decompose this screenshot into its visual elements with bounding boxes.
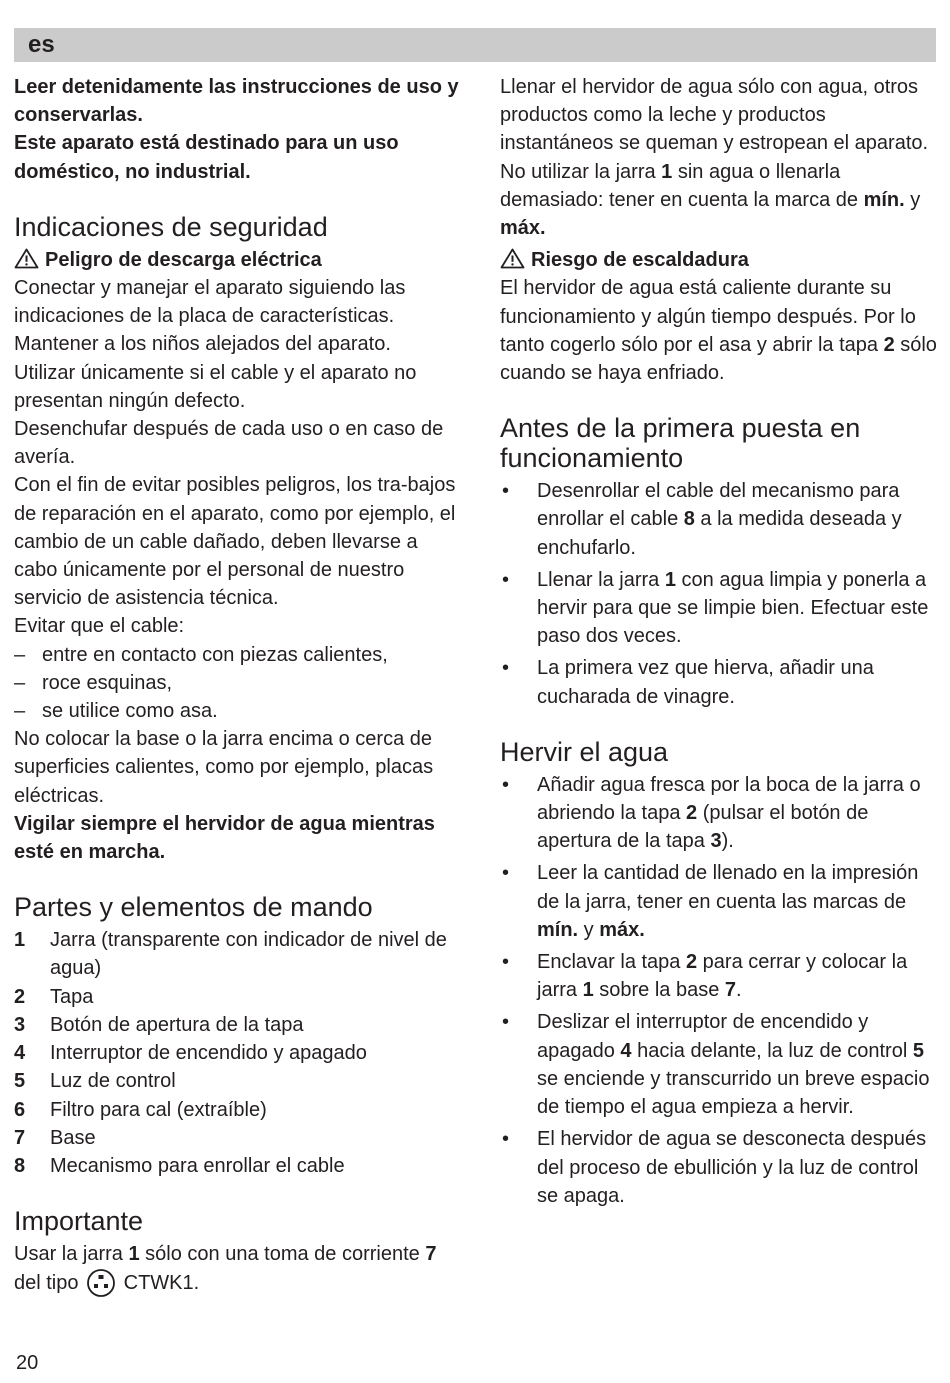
intro-read-instructions: Leer detenidamente las instrucciones de uso y conservarlas.: [14, 76, 459, 127]
dash-item: [14, 669, 459, 697]
safety-heading: Indicaciones de seguridad: [14, 211, 328, 242]
part-number: 3: [14, 1013, 26, 1036]
part-label: Base: [50, 1126, 96, 1149]
safety-text-6: Evitar que el cable:: [14, 615, 185, 638]
bullet-marker: •: [502, 657, 510, 680]
parts-list-item: [14, 1124, 459, 1152]
empty-jar-text: No utilizar la jarra 1 sin agua o llenarla demasiado: tener en cuenta la marca de mín. y máx.: [500, 160, 921, 240]
part-label: Mecanismo para enrollar el cable: [50, 1154, 345, 1177]
safety-text-3: Utilizar únicamente si el cable y el aparato no presentan ningún defecto.: [14, 361, 417, 412]
scald-warning-label: Riesgo de escaldadura: [531, 249, 749, 272]
safety-text-1: Conectar y manejar el aparato siguiendo las indicaciones de la placa de características.: [14, 277, 406, 328]
parts-list-item: [14, 926, 459, 982]
dash-item: [14, 697, 459, 725]
dash-marker: –: [14, 671, 26, 694]
bullet-marker: •: [502, 568, 510, 591]
boil-step: [500, 771, 940, 856]
shock-warning-label: Peligro de descarga eléctrica: [45, 248, 322, 271]
part-label: Luz de control: [50, 1070, 176, 1093]
parts-list-item: [14, 1067, 459, 1095]
safety-text-5: Con el fin de evitar posibles peligros, los tra-bajos de reparación en el aparato, como por ejemplo, el cambio de un cable dañado, deben llevarse a cabo únicamente por el personal de nuestro servicio de asistencia técnica.: [14, 474, 456, 610]
part-label: Jarra (transparente con indicador de nivel de agua): [50, 929, 447, 980]
part-label: Filtro para cal (extraíble): [50, 1098, 267, 1121]
safety-text-2: Mantener a los niños alejados del aparato.: [14, 333, 391, 356]
fill-water-text: Llenar el hervidor de agua sólo con agua, otros productos como la leche y productos instantáneos se queman y estropean el aparato.: [500, 76, 929, 155]
step-text: Leer la cantidad de llenado en la impresión de la jarra, tener en cuenta las marcas de mín. y máx.: [537, 862, 919, 941]
first-use-heading: Antes de la primera puesta en funcionamiento: [500, 413, 861, 474]
parts-list-item: [14, 983, 459, 1011]
step-text: Añadir agua fresca por la boca de la jarra o abriendo la tapa 2 (pulsar el botón de apertura de la tapa 3).: [537, 773, 921, 853]
parts-list-item: [14, 1039, 459, 1067]
boil-heading: Hervir el agua: [500, 736, 669, 767]
part-number: 1: [14, 929, 26, 952]
language-code: es: [28, 31, 55, 58]
step-text: Enclavar la tapa 2 para cerrar y colocar la jarra 1 sobre la base 7.: [537, 951, 908, 1002]
bullet-marker: •: [502, 1011, 510, 1034]
part-label: Interruptor de encendido y apagado: [50, 1042, 367, 1065]
base-note: No colocar la base o la jarra encima o cerca de superficies calientes, como por ejemplo, placas eléctricas.: [14, 728, 434, 807]
parts-list-item: [14, 1011, 459, 1039]
step-text: Llenar la jarra 1 con agua limpia y ponerla a hervir para que se limpie bien. Efectuar este paso dos veces.: [537, 568, 929, 648]
scald-warning: [500, 246, 940, 274]
boil-step: [500, 1125, 940, 1210]
part-number: 4: [14, 1042, 26, 1065]
part-label: Tapa: [50, 985, 94, 1008]
part-number: 7: [14, 1126, 26, 1149]
first-use-step: [500, 654, 940, 710]
part-label: Botón de apertura de la tapa: [50, 1013, 304, 1036]
supervise-note: Vigilar siempre el hervidor de agua mientras esté en marcha.: [14, 812, 435, 864]
shock-warning: [14, 246, 459, 274]
parts-list-item: [14, 1096, 459, 1124]
boil-step: [500, 1008, 940, 1121]
right-column: [500, 73, 940, 1214]
boil-step: [500, 948, 940, 1004]
dash-item-text: entre en contacto con piezas calientes,: [42, 643, 388, 666]
dash-item-text: se utilice como asa.: [42, 700, 218, 723]
dash-marker: –: [14, 643, 26, 666]
left-column: [14, 73, 459, 1298]
bullet-marker: •: [502, 1128, 510, 1151]
part-number: 2: [14, 985, 26, 1008]
scald-text: El hervidor de agua está caliente durante su funcionamiento y algún tiempo después. Por lo tanto cogerlo sólo por el asa y abrir la tapa 2 sólo cuando se haya enfriado.: [500, 277, 937, 385]
boil-step: [500, 859, 940, 944]
page-number: 20: [16, 1352, 39, 1374]
parts-heading: Partes y elementos de mando: [14, 892, 373, 923]
step-text: Desenrollar el cable del mecanismo para enrollar el cable 8 a la medida deseada y enchufarlo.: [537, 480, 902, 559]
dash-marker: –: [14, 700, 26, 723]
part-number: 8: [14, 1154, 26, 1177]
important-heading: Importante: [14, 1206, 144, 1237]
dash-item: [14, 641, 459, 669]
parts-list-item: [14, 1152, 459, 1180]
socket-type-icon: [86, 1268, 116, 1298]
dash-item-text: roce esquinas,: [42, 671, 173, 694]
warning-triangle-icon: [14, 248, 39, 269]
safety-text-4: Desenchufar después de cada uso o en caso de avería.: [14, 418, 444, 469]
intro-domestic-use: Este aparato está destinado para un uso doméstico, no industrial.: [14, 132, 399, 183]
warning-triangle-icon: [500, 248, 525, 269]
bullet-marker: •: [502, 773, 510, 796]
first-use-step: [500, 477, 940, 562]
step-text: El hervidor de agua se desconecta después del proceso de ebullición y la luz de control se apaga.: [537, 1128, 927, 1207]
bullet-marker: •: [502, 951, 510, 974]
first-use-step: [500, 566, 940, 651]
bullet-marker: •: [502, 862, 510, 885]
part-number: 6: [14, 1098, 26, 1121]
step-text: Deslizar el interruptor de encendido y apagado 4 hacia delante, la luz de control 5 se enciende y transcurrido un breve espacio de tiempo el agua empieza a hervir.: [537, 1011, 930, 1119]
language-bar: [14, 28, 936, 62]
important-text: Usar la jarra 1 sólo con una toma de corriente 7 del tipo CTWK1.: [14, 1240, 459, 1298]
part-number: 5: [14, 1070, 26, 1093]
step-text: La primera vez que hierva, añadir una cucharada de vinagre.: [537, 657, 874, 708]
bullet-marker: •: [502, 480, 510, 503]
